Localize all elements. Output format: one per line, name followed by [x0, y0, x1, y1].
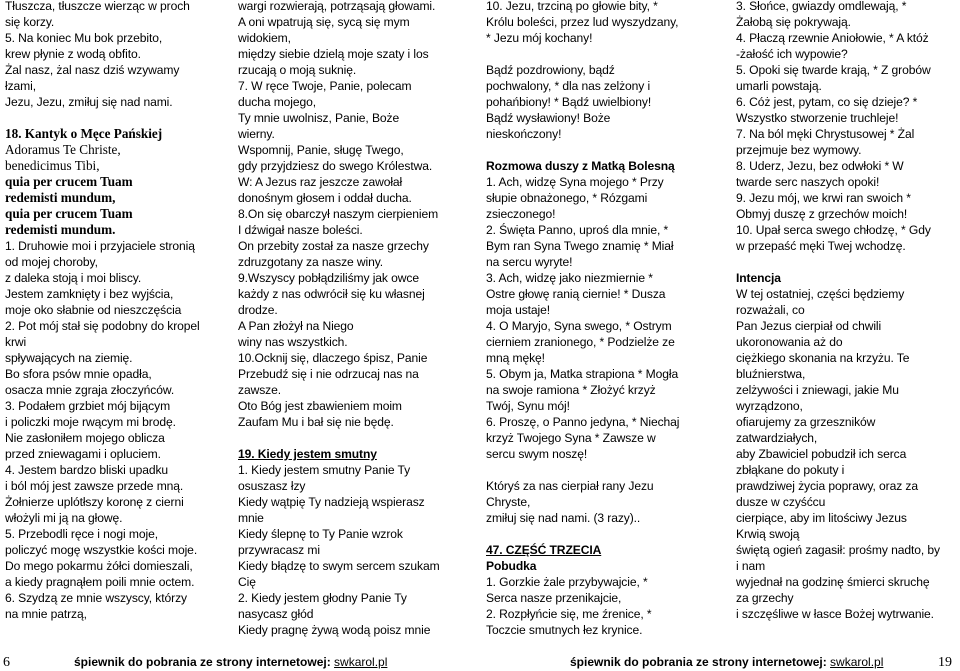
- page-number-right: 19: [938, 655, 952, 670]
- text-line: redemisti mundum,: [5, 190, 116, 205]
- text-line: Królu boleści, przez lud wyszydzany,: [486, 15, 679, 29]
- text-line: świętą ogień zagasił: prośmy nadto, by: [736, 543, 940, 557]
- text-line: wyjednał na godzinę śmierci skruchę: [736, 575, 930, 589]
- text-line: się korzy.: [5, 15, 55, 29]
- text-line: 3. Podałem grzbiet mój bijącym: [5, 399, 171, 413]
- footer-left: [74, 655, 387, 671]
- text-line: na mnie patrzą,: [5, 607, 87, 621]
- text-line: Wspomnij, Panie, sługę Twego,: [238, 143, 404, 157]
- text-line: krzyż Twojego Syna * Zawsze w: [486, 431, 656, 445]
- blank-line: [486, 142, 679, 158]
- text-line: i ból mój jest zawsze przede mną.: [5, 479, 184, 493]
- text-line: cierpiące, aby im litościwy Jezus: [736, 511, 907, 525]
- text-line: W tej ostatniej, części będziemy: [736, 287, 905, 301]
- text-line: zdruzgotany za nasze winy.: [238, 255, 384, 269]
- text-line: 18. Kantyk o Męce Pańskiej: [5, 126, 163, 141]
- text-line: 1. Gorzkie żale przybywajcie, *: [486, 575, 648, 589]
- text-line: zelżywości i zniewagi, jakie Mu: [736, 383, 899, 397]
- column-3: [486, 0, 679, 638]
- text-line: mnie: [238, 511, 264, 525]
- text-line: sercu swym noszę!: [486, 447, 588, 461]
- text-line: za grzechy: [736, 591, 794, 605]
- text-line: 2. Rozpłyńcie się, me źrenice, *: [486, 607, 652, 621]
- text-line: wargi rozwierają, potrząsają głowami.: [238, 0, 436, 13]
- text-line: moja ustaje!: [486, 303, 551, 317]
- text-line: ofiarujemy za grzeszników: [736, 415, 876, 429]
- text-line: zawsze.: [238, 383, 281, 397]
- text-line: Zaufam Mu i bał się nie będę.: [238, 415, 394, 429]
- text-line: zbłąkane do pokuty i: [736, 463, 845, 477]
- text-line: słupie obnażonego, * Rózgami: [486, 191, 648, 205]
- text-line: twarde serc naszych opoki!: [736, 175, 880, 189]
- text-line: redemisti mundum.: [5, 222, 116, 237]
- text-line: 5. Na koniec Mu bok przebito,: [5, 31, 163, 45]
- text-line: 3. Ach, widzę jako niezmiernie *: [486, 271, 653, 285]
- text-line: drodze.: [238, 303, 278, 317]
- text-line: widokiem,: [238, 31, 291, 45]
- text-line: spływających na ziemię.: [5, 351, 133, 365]
- text-line: zmiłuj się nad nami. (3 razy)..: [486, 511, 641, 525]
- footer-right: [570, 655, 883, 671]
- text-line: włożyli mi ją na głowę.: [5, 511, 123, 525]
- text-line: 19. Kiedy jestem smutny: [238, 447, 377, 461]
- text-line: Bądź wysławiony! Boże: [486, 111, 611, 125]
- text-line: 47. CZĘŚĆ TRZECIA: [486, 543, 602, 557]
- column-1: [5, 0, 200, 622]
- text-line: cierniem zranionego, * Podzielże ze: [486, 335, 675, 349]
- text-line: 6. Proszę, o Panno jedyna, * Niechaj: [486, 415, 680, 429]
- text-line: Ty mnie uwolnisz, Panie, Boże: [238, 111, 400, 125]
- text-line: W: A Jezus raz jeszcze zawołał: [238, 175, 403, 189]
- text-line: zatwardziałych,: [736, 431, 818, 445]
- text-line: mną mękę!: [486, 351, 545, 365]
- text-line: On przebity został za nasze grzechy: [238, 239, 429, 253]
- text-line: Obmyj duszę z grzechów moich!: [736, 207, 908, 221]
- footer-right-text: śpiewnik do pobrania ze strony internetowej:: [570, 655, 831, 669]
- text-line: a kiedy pragnąłem poili mnie octem.: [5, 575, 195, 589]
- text-line: Bądź pozdrowiony, bądź: [486, 63, 615, 77]
- text-line: 10. Jezu, trzciną po głowie bity, *: [486, 0, 658, 13]
- footer-right-link[interactable]: swkarol.pl: [830, 655, 884, 669]
- text-line: 1. Ach, widzę Syna mojego * Przy: [486, 175, 664, 189]
- text-line: Oto Bóg jest zbawieniem moim: [238, 399, 402, 413]
- blank-line: [736, 254, 940, 270]
- text-line: Adoramus Te Christe,: [5, 142, 121, 157]
- text-line: osuszasz łzy: [238, 479, 306, 493]
- text-line: Żałobą się pokrywają.: [736, 15, 851, 29]
- text-line: Pan Jezus cierpiał od chwili: [736, 319, 882, 333]
- text-line: 4. Płaczą rzewnie Aniołowie, * A któż: [736, 31, 929, 45]
- column-4: [736, 0, 940, 622]
- text-line: Do mego pokarmu żółci domieszali,: [5, 559, 193, 573]
- text-line: 7. Na ból męki Chrystusowej * Żal: [736, 127, 915, 141]
- text-line: pochwalony, * dla nas zelżony i: [486, 79, 651, 93]
- text-line: przywracasz mi: [238, 543, 320, 557]
- text-line: Kiedy błądzę to swym sercem szukam: [238, 559, 440, 573]
- text-line: Ostre głowę ranią ciernie! * Dusza: [486, 287, 666, 301]
- column-2: [238, 0, 440, 638]
- text-line: aby Zbawiciel pobudził ich serca: [736, 447, 907, 461]
- text-line: Pobudka: [486, 559, 537, 573]
- text-line: benedicimus Tibi,: [5, 158, 100, 173]
- blank-line: [238, 430, 440, 446]
- text-line: Toczcie smutnych łez krynice.: [486, 623, 643, 637]
- text-line: A Pan złożył na Niego: [238, 319, 354, 333]
- text-line: 8.On się obarczył naszym cierpieniem: [238, 207, 439, 221]
- text-line: 8. Uderz, Jezu, bez odwłoki * W: [736, 159, 904, 173]
- text-line: 2. Święta Panno, uproś dla mnie, *: [486, 223, 669, 237]
- text-line: Przebudź się i nie odrzucaj nas na: [238, 367, 419, 381]
- text-line: przejmuje bez wymowy.: [736, 143, 862, 157]
- text-line: quia per crucem Tuam: [5, 174, 133, 189]
- text-line: 3. Słońce, gwiazdy omdlewają, *: [736, 0, 907, 13]
- text-line: rzucają o moją suknię.: [238, 63, 357, 77]
- text-line: rozważali, co: [736, 303, 805, 317]
- text-line: od mojej choroby,: [5, 255, 98, 269]
- text-line: krew płynie z wodą obfito.: [5, 47, 141, 61]
- text-line: wyrządzono,: [736, 399, 803, 413]
- text-line: umarli powstają.: [736, 79, 822, 93]
- text-line: 4. Jestem bardzo bliski upadku: [5, 463, 169, 477]
- text-line: Rozmowa duszy z Matką Bolesną: [486, 159, 675, 173]
- text-line: 9. Jezu mój, we krwi ran swoich *: [736, 191, 911, 205]
- text-line: 10. Upał serca swego chłodzę, * Gdy: [736, 223, 931, 237]
- text-line: ciężkiego skonania na krzyżu. Te: [736, 351, 910, 365]
- text-line: A oni wpatrują się, sycą się mym: [238, 15, 410, 29]
- text-line: ducha mojego,: [238, 95, 317, 109]
- text-line: Chryste,: [486, 495, 531, 509]
- text-line: 1. Druhowie moi i przyjaciele stronią: [5, 239, 195, 253]
- text-line: na swoje ramiona * Złożyć krzyż: [486, 383, 656, 397]
- text-line: gdy przyjdziesz do swego Królestwa.: [238, 159, 433, 173]
- text-line: pohańbiony! * Bądź uwielbiony!: [486, 95, 652, 109]
- text-line: krwi: [5, 335, 27, 349]
- text-line: 9.Wszyscy pobłądziliśmy jak owce: [238, 271, 419, 285]
- text-line: Któryś za nas cierpiał rany Jezu: [486, 479, 654, 493]
- text-line: 6. Szydzą ze mnie wszyscy, którzy: [5, 591, 187, 605]
- text-line: Twój, Synu mój!: [486, 399, 570, 413]
- text-line: Intencja: [736, 271, 781, 285]
- text-line: donośnym głosem i oddał ducha.: [238, 191, 412, 205]
- text-line: 2. Kiedy jestem głodny Panie Ty: [238, 591, 407, 605]
- text-line: na sercu wyryte!: [486, 255, 573, 269]
- text-line: i nam: [736, 559, 766, 573]
- blank-line: [486, 462, 679, 478]
- text-line: 7. W ręce Twoje, Panie, polecam: [238, 79, 412, 93]
- text-line: Kiedy ślepnę to Ty Panie wzrok: [238, 527, 403, 541]
- text-line: Kiedy wątpię Ty nadzieją wspierasz: [238, 495, 425, 509]
- text-line: wierny.: [238, 127, 275, 141]
- text-line: osacza mnie zgraja złoczyńców.: [5, 383, 175, 397]
- text-line: Tłuszcza, tłuszcze wierząc w proch: [5, 0, 190, 13]
- text-line: 5. Przebodli ręce i nogi moje,: [5, 527, 158, 541]
- text-line: 5. Obym ja, Matka strapiona * Mogła: [486, 367, 679, 381]
- text-line: Krwią swoją: [736, 527, 800, 541]
- text-line: 6. Cóż jest, pytam, co się dzieje? *: [736, 95, 918, 109]
- text-line: winy nas wszystkich.: [238, 335, 348, 349]
- text-line: i szczęśliwe w łasce Bożej wytrwanie.: [736, 607, 934, 621]
- text-line: 2. Pot mój stał się podobny do kropel: [5, 319, 200, 333]
- text-line: Jezu, Jezu, zmiłuj się nad nami.: [5, 95, 173, 109]
- text-line: i policzki moje rwącym mi brodę.: [5, 415, 176, 429]
- text-line: quia per crucem Tuam: [5, 206, 133, 221]
- blank-line: [5, 110, 200, 126]
- text-line: prawdziwej życia poprawy, oraz za: [736, 479, 918, 493]
- page-number-left: 6: [3, 655, 10, 670]
- blank-line: [486, 46, 679, 62]
- text-line: Serca nasze przenikajcie,: [486, 591, 622, 605]
- text-line: ukoronowania aż do: [736, 335, 843, 349]
- text-line: Wszystko stworzenie truchleje!: [736, 111, 899, 125]
- text-line: policzyć mogę wszystkie kości moje.: [5, 543, 198, 557]
- text-line: I dźwigał nasze boleści.: [238, 223, 363, 237]
- text-line: * Jezu mój kochany!: [486, 31, 593, 45]
- text-line: zsieczonego!: [486, 207, 556, 221]
- footer-left-text: śpiewnik do pobrania ze strony internetowej:: [74, 655, 335, 669]
- text-line: każdy z nas odwrócił się ku własnej: [238, 287, 425, 301]
- text-line: nasycasz głód: [238, 607, 314, 621]
- text-line: Jestem zamknięty i bez wyjścia,: [5, 287, 174, 301]
- text-line: nieskończony!: [486, 127, 562, 141]
- text-line: dusze w czyśćcu: [736, 495, 826, 509]
- text-line: Cię: [238, 575, 256, 589]
- text-line: bluźnierstwa,: [736, 367, 806, 381]
- text-line: 1. Kiedy jestem smutny Panie Ty: [238, 463, 411, 477]
- text-line: z daleka stoją i moi bliscy.: [5, 271, 142, 285]
- text-line: Nie zasłoniłem mojego oblicza: [5, 431, 165, 445]
- footer-left-link[interactable]: swkarol.pl: [334, 655, 388, 669]
- blank-line: [486, 526, 679, 542]
- text-line: Żal nasz, żal nasz dziś wzywamy: [5, 63, 180, 77]
- text-line: Bym ran Syna Twego znamię * Miał: [486, 239, 674, 253]
- text-line: w przepaść męki Twej wchodzę.: [736, 239, 906, 253]
- text-line: 5. Opoki się twarde krają, * Z grobów: [736, 63, 931, 77]
- text-line: Kiedy pragnę żywą wodą poisz mnie: [238, 623, 431, 637]
- text-line: łzami,: [5, 79, 36, 93]
- text-line: między siebie dzielą moje szaty i los: [238, 47, 429, 61]
- text-line: 4. O Maryjo, Syna swego, * Ostrym: [486, 319, 672, 333]
- text-line: Bo sfora psów mnie opadła,: [5, 367, 152, 381]
- text-line: przed zniewagami i opluciem.: [5, 447, 161, 461]
- text-line: moje oko słabnie od nieszczęścia: [5, 303, 182, 317]
- text-line: Żołnierze uplótłszy koronę z cierni: [5, 495, 184, 509]
- text-line: 10.Ocknij się, dlaczego śpisz, Panie: [238, 351, 428, 365]
- text-line: -żałość ich wypowie?: [736, 47, 848, 61]
